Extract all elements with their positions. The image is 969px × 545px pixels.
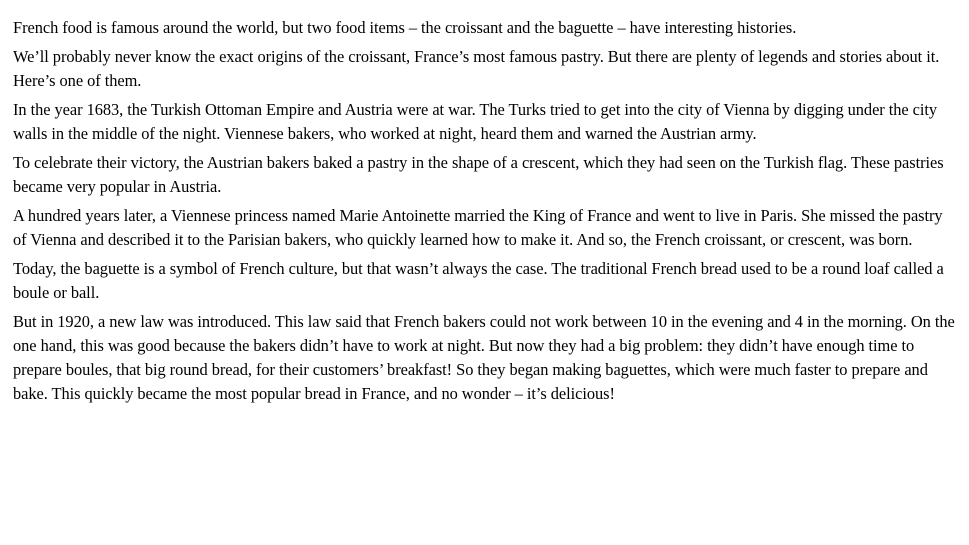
paragraph-1920-law: But in 1920, a new law was introduced. This law said that French bakers could not work between 10 in the evening and 4 in the morning. On the one hand, this was good because the bakers didn’t have to work at night. But now they had a big problem: they didn’t have enough time to prepare boules, that big round bread, for their customers’ breakfast! So they began making baguettes, which were much faster to prepare and bake. This quickly became the most popular bread in France, and no wonder – it’s delicious!	[13, 312, 955, 403]
paragraph-marie-antoinette: A hundred years later, a Viennese princess named Marie Antoinette married the King of France and went to live in Paris. She missed the pastry of Vienna and described it to the Parisian bakers, who quickly learned how to make it. And so, the French croissant, or crescent, was born.	[13, 206, 943, 249]
document-body	[13, 16, 959, 411]
paragraph-croissant-origins: We’ll probably never know the exact origins of the croissant, France’s most famous pastry. But there are plenty of legends and stories about it. Here’s one of them.	[13, 47, 940, 90]
paragraph-vienna-1683: In the year 1683, the Turkish Ottoman Empire and Austria were at war. The Turks tried to get into the city of Vienna by digging under the city walls in the middle of the night. Viennese bakers, who worked at night, heard them and warned the Austrian army.	[13, 100, 938, 143]
paragraph-crescent-pastry: To celebrate their victory, the Austrian bakers baked a pastry in the shape of a crescent, which they had seen on the Turkish flag. These pastries became very popular in Austria.	[13, 153, 944, 196]
paragraph-intro: French food is famous around the world, but two food items – the croissant and the baguette – have interesting histories.	[13, 18, 797, 37]
paragraph-baguette-symbol: Today, the baguette is a symbol of French culture, but that wasn’t always the case. The traditional French bread used to be a round loaf called a boule or ball.	[13, 259, 944, 302]
